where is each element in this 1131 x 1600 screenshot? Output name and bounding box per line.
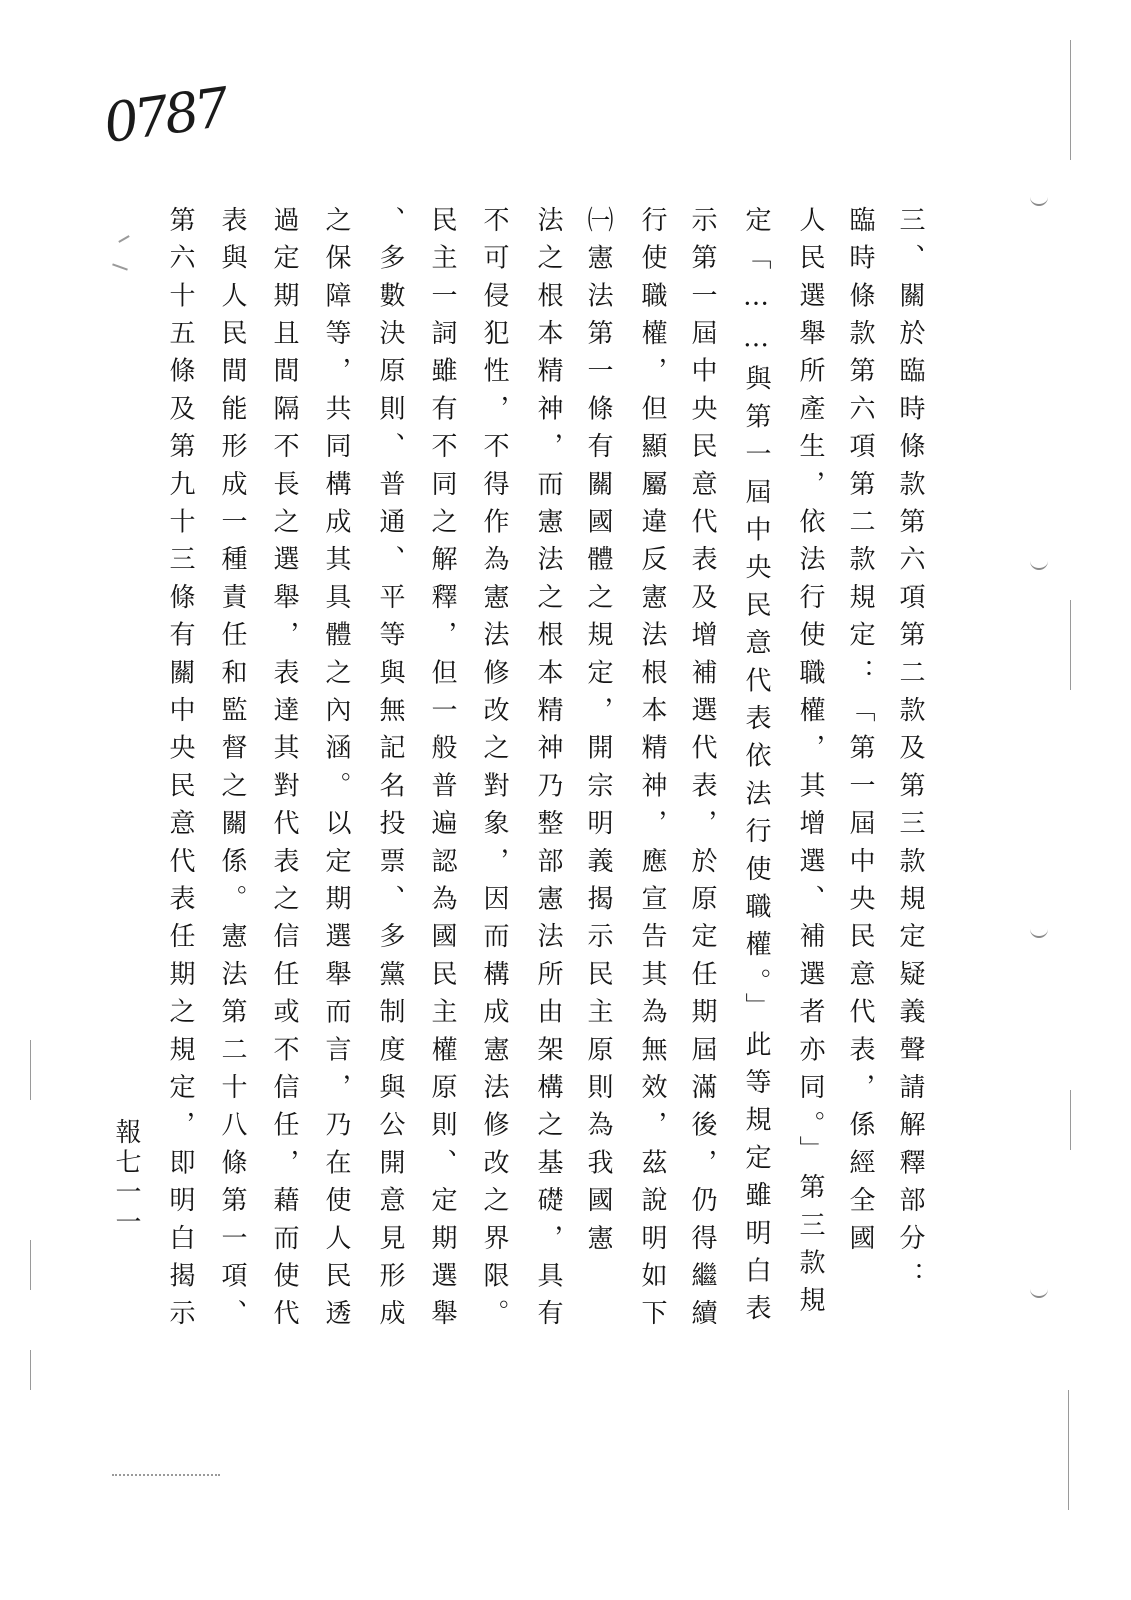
punch-hole-mark [1030, 558, 1048, 570]
binding-margin-line [1068, 1390, 1069, 1510]
text-column-11: 、多數決原則、普通、平等與無記名投票、多黨制度與公開意見形成 [375, 206, 405, 1337]
punch-hole-mark [1030, 1286, 1048, 1298]
binding-margin-line [1070, 600, 1071, 690]
text-column-12: 之保障等，共同構成其具體之內涵。以定期選舉而言，乃在使人民透 [321, 206, 351, 1337]
left-margin-line [30, 1040, 31, 1100]
text-column-13: 過定期且間隔不長之選舉，表達其對代表之信任或不信任，藉而使代 [269, 206, 299, 1337]
handwritten-page-number: 0787 [100, 75, 230, 156]
text-column-15: 第六十五條及第九十三條有關中央民意代表任期之規定，即明白揭示 [165, 206, 195, 1337]
scan-speck [112, 263, 128, 270]
text-column-14: 表與人民間能形成一種責任和監督之關係。憲法第二十八條第一項、 [217, 206, 247, 1337]
left-margin-line [30, 1350, 31, 1390]
punch-hole-mark [1030, 926, 1048, 938]
binding-margin-line [1070, 40, 1071, 160]
text-column-7: ㈠憲法第一條有關國體之規定，開宗明義揭示民主原則為我國憲 [583, 206, 613, 1262]
page-marker: 報七一一 [111, 1118, 141, 1238]
text-column-10: 民主一詞雖有不同之解釋，但一般普遍認為國民主權原則、定期選舉 [427, 206, 457, 1337]
left-margin-line [30, 1240, 31, 1290]
text-column-3: 人民選舉所產生，依法行使職權，其增選、補選者亦同。」第三款規 [795, 206, 825, 1324]
scan-speck [118, 235, 129, 243]
text-column-4: 定「……與第一屆中央民意代表依法行使職權。」此等規定雖明白表 [741, 206, 771, 1332]
text-column-9: 不可侵犯性，不得作為憲法修改之對象，因而構成憲法修改之界限。 [479, 206, 509, 1337]
text-column-2: 臨時條款第六項第二款規定：「第一屆中央民意代表，係經全國 [845, 206, 875, 1262]
binding-margin-line [1070, 1090, 1071, 1150]
text-column-1: 三、關於臨時條款第六項第二款及第三款規定疑義聲請解釋部分： [895, 206, 925, 1300]
scan-noise-line [112, 1474, 220, 1476]
text-column-5: 示第一屆中央民意代表及增補選代表，於原定任期屆滿後，仍得繼續 [687, 206, 717, 1337]
text-column-6: 行使職權，但顯屬違反憲法根本精神，應宣告其為無效，茲說明如下 [637, 206, 667, 1337]
text-column-8: 法之根本精神，而憲法之根本精神乃整部憲法所由架構之基礎，具有 [533, 206, 563, 1337]
punch-hole-mark [1030, 194, 1048, 206]
